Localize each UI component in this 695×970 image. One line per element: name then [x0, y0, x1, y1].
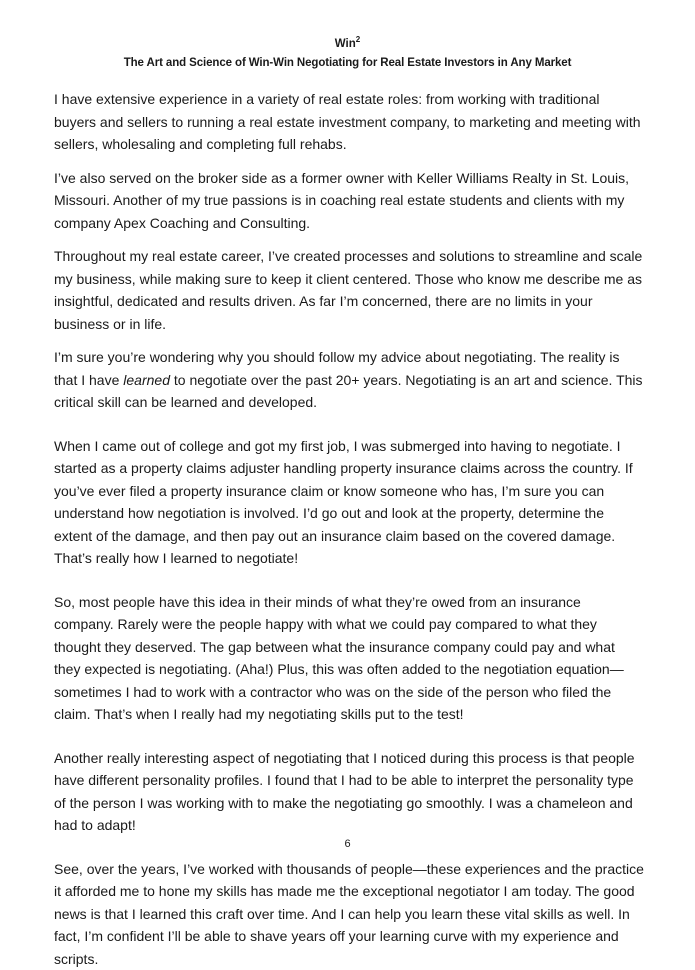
page-number: 6: [0, 838, 695, 850]
paragraph-3: Throughout my real estate career, I’ve created processes and solutions to streamline and scale my business, while making sure to keep it client centered. Those who know me describe me as insightful, dedicated and results driven. As far I’m concerned, there are no limits in your business or in life.: [54, 245, 644, 335]
book-subtitle: The Art and Science of Win-Win Negotiating for Real Estate Investors in Any Market: [0, 57, 695, 69]
book-title: [0, 38, 695, 50]
paragraph-1: I have extensive experience in a variety of real estate roles: from working with traditional buyers and sellers to running a real estate investment company, to marketing and meeting with sellers, wholesaling and completing full rehabs.: [54, 88, 644, 156]
paragraph-4: [54, 346, 644, 414]
paragraph-8: See, over the years, I’ve worked with thousands of people—these experiences and the practice it afforded me to hone my skills has made me the exceptional negotiator I am today. The good news is that I learned this craft over time. And I can help you learn these vital skills as well. In fact, I’m confident I’ll be able to shave years off your learning curve with my experience and scripts.: [54, 858, 644, 970]
paragraph-5: When I came out of college and got my first job, I was submerged into having to negotiate. I started as a property claims adjuster handling property insurance claims across the country. If you’ve ever filed a property insurance claim or know someone who has, I’m sure you can understand how negotiation is involved. I’d go out and look at the property, determine the extent of the damage, and then pay out an insurance claim based on the covered damage. That’s really how I learned to negotiate!: [54, 435, 644, 570]
paragraph-2: I’ve also served on the broker side as a former owner with Keller Williams Realty in St. Louis, Missouri. Another of my true passions is in coaching real estate students and clients with my company Apex Coaching and Consulting.: [54, 167, 644, 235]
paragraph-6: So, most people have this idea in their minds of what they’re owed from an insurance company. Rarely were the people happy with what we could pay compared to what they thought they deserved. The gap between what the insurance company could pay and what they expected is negotiating. (Aha!) Plus, this was often added to the negotiation equation—sometimes I had to work with a contractor who was on the side of the person who filed the claim. That’s when I really had my negotiating skills put to the test!: [54, 591, 644, 726]
paragraph-4-before: I’m sure you’re wondering why you should follow my advice about negotiating. The reality is that I have: [54, 349, 619, 388]
book-title-superscript: 2: [356, 35, 360, 44]
paragraph-4-after: to negotiate over the past 20+ years. Negotiating is an art and science. This critical skill can be learned and developed.: [54, 372, 643, 411]
book-title-text: Win: [335, 38, 356, 50]
paragraph-4-emphasis: learned: [123, 372, 170, 388]
paragraph-7: Another really interesting aspect of negotiating that I noticed during this process is that people have different personality profiles. I found that I had to be able to interpret the personality type of the person I was working with to make the negotiating go smoothly. I was a chameleon and had to adapt!: [54, 747, 644, 837]
